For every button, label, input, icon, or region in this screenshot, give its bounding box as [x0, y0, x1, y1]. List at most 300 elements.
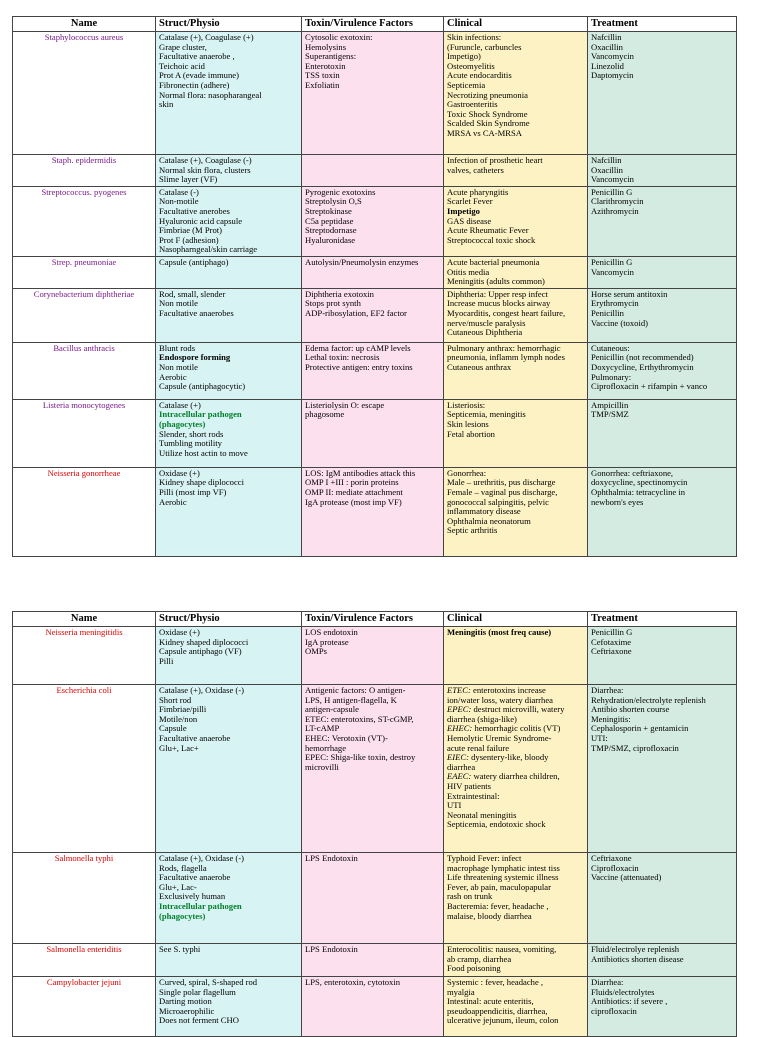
organism-name: Campylobacter jejuni — [13, 977, 156, 1037]
toxin-line: Protective antigen: entry toxins — [305, 361, 413, 372]
struct-line: Catalase (+), Oxidase (-) — [159, 853, 245, 863]
treatment-line: Nafcillin — [591, 32, 622, 42]
clinical-line: inflammatory disease — [447, 506, 521, 517]
toxin-cell — [302, 944, 444, 977]
table-row — [13, 467, 737, 556]
header-name: Name — [13, 612, 156, 627]
treatment-line: Penicillin G — [591, 627, 633, 637]
clinical-line: Necrotizing pneumonia — [447, 89, 528, 100]
struct-line: Tumbling motility — [159, 438, 222, 449]
header-struct-physio: Struct/Physio — [156, 612, 302, 627]
struct-cell — [156, 685, 302, 853]
toxin-line: ADP-ribosylation, EF2 factor — [305, 307, 407, 318]
struct-cell — [156, 32, 302, 155]
struct-line: (phagocytes) — [159, 910, 206, 921]
toxin-line: ETEC: enterotoxins, ST-cGMP, — [305, 713, 414, 724]
table-row — [13, 186, 737, 256]
treatment-line: newborn's eyes — [591, 496, 644, 507]
organism-name: Streptococcus. pyogenes — [13, 186, 156, 256]
toxin-line: LT-cAMP — [305, 723, 340, 734]
treatment-line: Fluids/electrolytes — [591, 986, 655, 997]
table-row — [13, 32, 737, 155]
clinical-line: Acute Rheumatic Fever — [447, 225, 529, 236]
clinical-line: gonococcal salpingitis, pelvic — [447, 496, 549, 507]
treatment-line: Diarrhea: — [591, 685, 624, 695]
struct-line: Prot F (adhesion) — [159, 234, 219, 245]
treatment-line: Cefotaxime — [591, 636, 632, 647]
treatment-line: Antibio shorten course — [591, 704, 670, 715]
toxin-cell — [302, 186, 444, 256]
struct-line: Oxidase (+) — [159, 627, 200, 637]
clinical-line: EPEC: destruct microvilli, watery — [447, 704, 565, 715]
bacteria-table-2 — [12, 611, 737, 1037]
struct-line: Grape cluster, — [159, 41, 207, 52]
clinical-line: Ophthalmia neonatorum — [447, 515, 531, 526]
header-toxin-virulence: Toxin/Virulence Factors — [302, 612, 444, 627]
struct-line: Catalase (+), Coagulase (+) — [159, 32, 254, 42]
treatment-cell — [588, 627, 737, 685]
treatment-line: Penicillin G — [591, 256, 633, 267]
treatment-line: Antibiotics: if severe , — [591, 996, 668, 1007]
toxin-line: C5a peptidase — [305, 215, 354, 226]
clinical-cell — [444, 256, 588, 288]
pathotype-prefix: EPEC: — [447, 704, 472, 715]
treatment-line: Doxycycline, Erthythromycin — [591, 361, 694, 372]
clinical-line: ab cramp, diarrhea — [447, 953, 512, 964]
struct-line: Single polar flagellum — [159, 986, 236, 997]
treatment-cell — [588, 256, 737, 288]
clinical-line: Septicemia, endotoxic shock — [447, 819, 546, 830]
struct-line: Teichoic acid — [159, 60, 205, 71]
struct-line: Normal skin flora, clusters — [159, 164, 251, 175]
treatment-line: Vancomycin — [591, 266, 634, 277]
treatment-cell — [588, 944, 737, 977]
clinical-line: Scarlet Fever — [447, 196, 493, 207]
table-row — [13, 685, 737, 853]
struct-line: Fibronectin (adhere) — [159, 79, 230, 90]
treatment-line: Nafcillin — [591, 155, 622, 165]
struct-cell — [156, 467, 302, 556]
clinical-line: Impetigo) — [447, 51, 481, 62]
clinical-line: Fetal abortion — [447, 428, 495, 439]
toxin-line: Exfoliatin — [305, 79, 340, 90]
treatment-line: Vaccine (toxoid) — [591, 317, 649, 328]
struct-line: Non motile — [159, 361, 198, 372]
clinical-line: Neonatal meningitis — [447, 809, 517, 820]
clinical-cell — [444, 977, 588, 1037]
struct-cell — [156, 342, 302, 399]
clinical-line: Skin infections: — [447, 32, 502, 42]
treatment-line: Ceftriaxone — [591, 646, 632, 657]
struct-line: Facultative anaerobes — [159, 307, 234, 318]
toxin-cell — [302, 256, 444, 288]
clinical-cell — [444, 853, 588, 944]
treatment-line: Meningitis: — [591, 713, 631, 724]
clinical-line: acute renal failure — [447, 742, 510, 753]
toxin-line: Antigenic factors: O antigen- — [305, 685, 406, 695]
clinical-line: valves, catheters — [447, 164, 504, 175]
struct-cell — [156, 853, 302, 944]
struct-line: Catalase (-) — [159, 186, 199, 197]
table-row — [13, 944, 737, 977]
struct-line: Capsule (antiphago) — [159, 256, 229, 267]
struct-line: See S. typhi — [159, 944, 201, 954]
clinical-cell — [444, 627, 588, 685]
header-name: Name — [13, 17, 156, 32]
treatment-line: Oxacillin — [591, 164, 623, 175]
clinical-line: Skin lesions — [447, 418, 489, 429]
clinical-line: HIV patients — [447, 780, 491, 791]
clinical-line: ulcerative jejunum, ileum, colon — [447, 1015, 559, 1026]
treatment-line: Clarithromycin — [591, 196, 644, 207]
treatment-line: Vaccine (attenuated) — [591, 872, 662, 883]
clinical-line: ion/water loss, watery diarrhea — [447, 694, 553, 705]
treatment-line: TMP/SMZ — [591, 409, 629, 420]
organism-name: Staphylococcus aureus — [13, 32, 156, 155]
toxin-line: OMPs — [305, 646, 327, 657]
struct-line: Glu+, Lac+ — [159, 742, 199, 753]
struct-cell — [156, 256, 302, 288]
treatment-cell — [588, 342, 737, 399]
struct-line: Capsule antiphago (VF) — [159, 646, 242, 657]
clinical-cell — [444, 186, 588, 256]
clinical-cell — [444, 32, 588, 155]
struct-cell — [156, 627, 302, 685]
clinical-line: Extraintestinal: — [447, 790, 500, 801]
treatment-line: Ophthalmia: tetracycline in — [591, 486, 686, 497]
struct-line: Hyaluronic acid capsule — [159, 215, 243, 226]
toxin-line: LOS: IgM antibodies attack this — [305, 467, 416, 478]
toxin-line: LPS, H antigen-flagella, K — [305, 694, 397, 705]
organism-name: Neisseria gonorrheae — [13, 467, 156, 556]
clinical-line: malaise, bloody diarrhea — [447, 910, 532, 921]
clinical-cell — [444, 685, 588, 853]
clinical-line: Meningitis (adults common) — [447, 276, 545, 287]
clinical-cell — [444, 155, 588, 187]
clinical-line: Life threatening systemic illness — [447, 872, 559, 883]
treatment-line: doxycycline, spectinomycin — [591, 477, 688, 488]
struct-line: Facultative anaerobe — [159, 872, 231, 883]
clinical-line: pseudoappendicitis, diarrhea, — [447, 1005, 548, 1016]
treatment-line: Vancomycin — [591, 51, 634, 62]
clinical-line: diarrhea — [447, 761, 476, 772]
pathotype-prefix: EAEC: — [447, 771, 472, 782]
toxin-cell — [302, 288, 444, 342]
struct-line: Catalase (+), Coagulase (-) — [159, 155, 252, 165]
clinical-line: Gastroenteritis — [447, 99, 498, 110]
clinical-line: Female – vaginal pus discharge, — [447, 486, 558, 497]
struct-line: Does not ferment CHO — [159, 1015, 239, 1026]
clinical-cell — [444, 944, 588, 977]
clinical-line: Intestinal: acute enteritis, — [447, 996, 534, 1007]
header-treatment: Treatment — [588, 17, 737, 32]
struct-line: Rod, small, slender — [159, 288, 226, 299]
organism-name: Strep. pneumoniae — [13, 256, 156, 288]
treatment-line: Rehydration/electrolyte replenish — [591, 694, 706, 705]
header-treatment: Treatment — [588, 612, 737, 627]
struct-line: Catalase (+), Oxidase (-) — [159, 685, 245, 695]
clinical-line: Impetigo — [447, 205, 480, 216]
clinical-line: Septicemia, meningitis — [447, 409, 526, 420]
struct-line: Short rod — [159, 694, 192, 705]
toxin-line: IgA protease — [305, 636, 349, 647]
toxin-line: EPEC: Shiga-like toxin, destroy — [305, 752, 416, 763]
clinical-line: ETEC: enterotoxins increase — [447, 685, 546, 695]
treatment-line: Ceftriaxone — [591, 853, 632, 863]
clinical-cell — [444, 467, 588, 556]
struct-line: Glu+, Lac- — [159, 881, 197, 892]
toxin-cell — [302, 155, 444, 187]
header-struct-physio: Struct/Physio — [156, 17, 302, 32]
struct-cell — [156, 155, 302, 187]
clinical-line: Diphtheria: Upper resp infect — [447, 288, 548, 299]
treatment-line: Antibiotics shorten disease — [591, 953, 684, 964]
organism-name: Escherichia coli — [13, 685, 156, 853]
clinical-line: GAS disease — [447, 215, 492, 226]
treatment-line: UTI: — [591, 732, 608, 743]
clinical-line: Acute endocarditis — [447, 70, 512, 81]
toxin-line: phagosome — [305, 409, 345, 420]
treatment-cell — [588, 853, 737, 944]
clinical-line: diarrhea (shiga-like) — [447, 713, 517, 724]
toxin-cell — [302, 399, 444, 467]
struct-line: Catalase (+) — [159, 399, 201, 410]
clinical-line: EIEC: dysentery-like, bloody — [447, 752, 549, 763]
struct-cell — [156, 944, 302, 977]
clinical-line: Cutaneous anthrax — [447, 361, 512, 372]
toxin-line: Hyaluronidase — [305, 234, 356, 245]
treatment-line: Pulmonary: — [591, 371, 632, 382]
treatment-cell — [588, 467, 737, 556]
clinical-line: Food poisoning — [447, 963, 501, 974]
treatment-line: Azithromycin — [591, 205, 639, 216]
struct-cell — [156, 977, 302, 1037]
clinical-line: Streptococcal toxic shock — [447, 234, 536, 245]
bacteria-table-1 — [12, 16, 737, 557]
table-row — [13, 342, 737, 399]
clinical-line: Acute bacterial pneumonia — [447, 256, 540, 267]
clinical-line: Bacteremia: fever, headache , — [447, 900, 549, 911]
struct-line: Slime layer (VF) — [159, 174, 218, 185]
toxin-line: Enterotoxin — [305, 60, 346, 71]
clinical-line: Otitis media — [447, 266, 490, 277]
struct-line: Microaerophilic — [159, 1005, 215, 1016]
clinical-line: Toxic Shock Syndrome — [447, 108, 528, 119]
header-clinical: Clinical — [444, 612, 588, 627]
struct-line: Fimbriae (M Prot) — [159, 225, 223, 236]
struct-line: Endospore forming — [159, 352, 231, 363]
clinical-cell — [444, 342, 588, 399]
table-1-header-row — [13, 17, 737, 32]
treatment-cell — [588, 977, 737, 1037]
table-row — [13, 288, 737, 342]
treatment-line: Erythromycin — [591, 298, 639, 309]
header-toxin-virulence: Toxin/Virulence Factors — [302, 17, 444, 32]
toxin-line: Cytosolic exotoxin: — [305, 32, 373, 42]
struct-line: Motile/non — [159, 713, 198, 724]
clinical-line: pneumonia, inflamm lymph nodes — [447, 352, 565, 363]
toxin-cell — [302, 342, 444, 399]
table-row — [13, 627, 737, 685]
struct-line: Prot A (evade immune) — [159, 70, 239, 81]
organism-name: Corynebacterium diphtheriae — [13, 288, 156, 342]
table-row — [13, 853, 737, 944]
pathotype-prefix: EIEC: — [447, 752, 469, 763]
table-row — [13, 977, 737, 1037]
pathotype-prefix: EHEC: — [447, 723, 473, 734]
clinical-line: MRSA vs CA-MRSA — [447, 127, 522, 138]
treatment-line: Fluid/electrolye replenish — [591, 944, 680, 954]
toxin-line: Lethal toxin: necrosis — [305, 352, 380, 363]
struct-line: Pilli (most imp VF) — [159, 486, 227, 497]
organism-name: Staph. epidermidis — [13, 155, 156, 187]
clinical-line: Typhoid Fever: infect — [447, 853, 522, 863]
treatment-cell — [588, 399, 737, 467]
struct-line: Fimbriae/pilli — [159, 704, 207, 715]
toxin-cell — [302, 685, 444, 853]
toxin-line: Streptokinase — [305, 205, 352, 216]
toxin-line: IgA protease (most imp VF) — [305, 496, 402, 507]
treatment-line: Linezolid — [591, 60, 624, 71]
clinical-line: UTI — [447, 800, 462, 811]
struct-line: skin — [159, 99, 174, 110]
clinical-cell — [444, 399, 588, 467]
struct-line: Exclusively human — [159, 891, 226, 902]
struct-line: Slender, short rods — [159, 428, 224, 439]
treatment-line: Cutaneous: — [591, 342, 630, 353]
struct-line: Blunt rods — [159, 342, 196, 353]
treatment-cell — [588, 155, 737, 187]
clinical-line: Infection of prosthetic heart — [447, 155, 543, 165]
toxin-cell — [302, 32, 444, 155]
clinical-line: Septic arthritis — [447, 525, 498, 536]
clinical-line: Osteomyelitis — [447, 60, 495, 71]
toxin-line: Streptodornase — [305, 225, 357, 236]
organism-name: Salmonella enteriditis — [13, 944, 156, 977]
header-clinical: Clinical — [444, 17, 588, 32]
treatment-line: TMP/SMZ, ciprofloxacin — [591, 742, 679, 753]
clinical-line: Enterocolitis: nausea, vomiting, — [447, 944, 557, 954]
clinical-line: EAEC: watery diarrhea children, — [447, 771, 560, 782]
struct-line: Intracellular pathogen — [159, 900, 242, 911]
clinical-line: Cutaneous Diphtheria — [447, 327, 523, 338]
toxin-line: hemorrhage — [305, 742, 347, 753]
treatment-line: Ampicillin — [591, 399, 629, 410]
treatment-line: Ciprofloxacin + rifampin + vanco — [591, 381, 708, 392]
toxin-line: antigen-capsule — [305, 704, 359, 715]
toxin-cell — [302, 853, 444, 944]
treatment-line: Daptomycin — [591, 70, 634, 81]
struct-line: Aerobic — [159, 496, 187, 507]
table-2-header-row — [13, 612, 737, 627]
clinical-line: Systemic : fever, headache , — [447, 977, 544, 987]
organism-name: Neisseria meningitidis — [13, 627, 156, 685]
struct-line: Kidney shape diplococci — [159, 477, 244, 488]
clinical-line: Acute pharyngitis — [447, 186, 509, 197]
toxin-line: Diphtheria exotoxin — [305, 288, 374, 299]
toxin-line: Listeriolysin O: escape — [305, 399, 385, 410]
toxin-cell — [302, 467, 444, 556]
toxin-line: Streptolysin O,S — [305, 196, 362, 207]
toxin-line: Edema factor: up cAMP levels — [305, 342, 411, 353]
treatment-cell — [588, 32, 737, 155]
struct-line: Non-motile — [159, 196, 199, 207]
treatment-line: Diarrhea: — [591, 977, 624, 987]
clinical-line: myalgia — [447, 986, 475, 997]
struct-line: Intracellular pathogen — [159, 409, 242, 420]
clinical-line: Septicemia — [447, 79, 486, 90]
toxin-line: EHEC: Verotoxin (VT)- — [305, 732, 388, 743]
clinical-line: Listeriosis: — [447, 399, 486, 410]
table-row — [13, 399, 737, 467]
treatment-line: Cephalosporin + gentamicin — [591, 723, 689, 734]
struct-line: Nasopharngeal/skin carriage — [159, 244, 258, 255]
struct-line: Normal flora: nasopharangeal — [159, 89, 262, 100]
clinical-line: Hemolytic Uremic Syndrome- — [447, 732, 552, 743]
clinical-line: (Furuncle, carbuncles — [447, 41, 522, 52]
toxin-line: LOS endotoxin — [305, 627, 358, 637]
clinical-line: EHEC: hemorrhagic colitis (VT) — [447, 723, 561, 734]
toxin-line: Stops prot synth — [305, 298, 361, 309]
struct-line: Curved, spiral, S-shaped rod — [159, 977, 258, 987]
toxin-line: Hemolysins — [305, 41, 347, 52]
struct-line: Darting motion — [159, 996, 212, 1007]
table-row — [13, 256, 737, 288]
struct-line: Facultative anaerobe — [159, 732, 231, 743]
table-row — [13, 155, 737, 187]
toxin-line: Pyrogenic exotoxins — [305, 186, 376, 197]
treatment-line: ciprofloxacin — [591, 1005, 637, 1016]
clinical-line: Fever, ab pain, maculopapular — [447, 881, 551, 892]
treatment-line: Ciprofloxacin — [591, 862, 639, 873]
toxin-line: OMP I +III : porin proteins — [305, 477, 399, 488]
struct-line: Rods, flagella — [159, 862, 207, 873]
struct-cell — [156, 186, 302, 256]
struct-line: Facultative anaerobe , — [159, 51, 235, 62]
toxin-line: LPS Endotoxin — [305, 944, 358, 954]
toxin-line: OMP II: mediate attachment — [305, 486, 403, 497]
toxin-line: microvilli — [305, 761, 339, 772]
struct-line: Capsule — [159, 723, 187, 734]
struct-line: (phagocytes) — [159, 418, 206, 429]
treatment-line: Gonorrhea: ceftriaxone, — [591, 467, 674, 478]
clinical-line: Male – urethritis, pus discharge — [447, 477, 556, 488]
treatment-line: Vancomycin — [591, 174, 634, 185]
struct-cell — [156, 399, 302, 467]
clinical-line: nerve/muscle paralysis — [447, 317, 526, 328]
treatment-line: Penicillin (not recommended) — [591, 352, 694, 363]
toxin-line: TSS toxin — [305, 70, 340, 81]
clinical-line: macrophage lymphatic intest tiss — [447, 862, 560, 873]
struct-line: Facultative anerobes — [159, 205, 230, 216]
struct-line: Utilize host actin to move — [159, 447, 248, 458]
toxin-cell — [302, 627, 444, 685]
clinical-line: Scalded Skin Syndrome — [447, 118, 530, 129]
clinical-line: Increase mucus blocks airway — [447, 298, 551, 309]
treatment-cell — [588, 685, 737, 853]
toxin-line: Autolysin/Pneumolysin enzymes — [305, 256, 419, 267]
struct-cell — [156, 288, 302, 342]
toxin-line: LPS, enterotoxin, cytotoxin — [305, 977, 401, 987]
clinical-line: Gonorrhea: — [447, 467, 487, 478]
toxin-line: LPS Endotoxin — [305, 853, 358, 863]
struct-line: Kidney shaped diplococci — [159, 636, 249, 647]
treatment-line: Oxacillin — [591, 41, 623, 52]
struct-line: Aerobic — [159, 371, 187, 382]
treatment-cell — [588, 288, 737, 342]
clinical-line: Meningitis (most freq cause) — [447, 627, 552, 637]
organism-name: Salmonella typhi — [13, 853, 156, 944]
